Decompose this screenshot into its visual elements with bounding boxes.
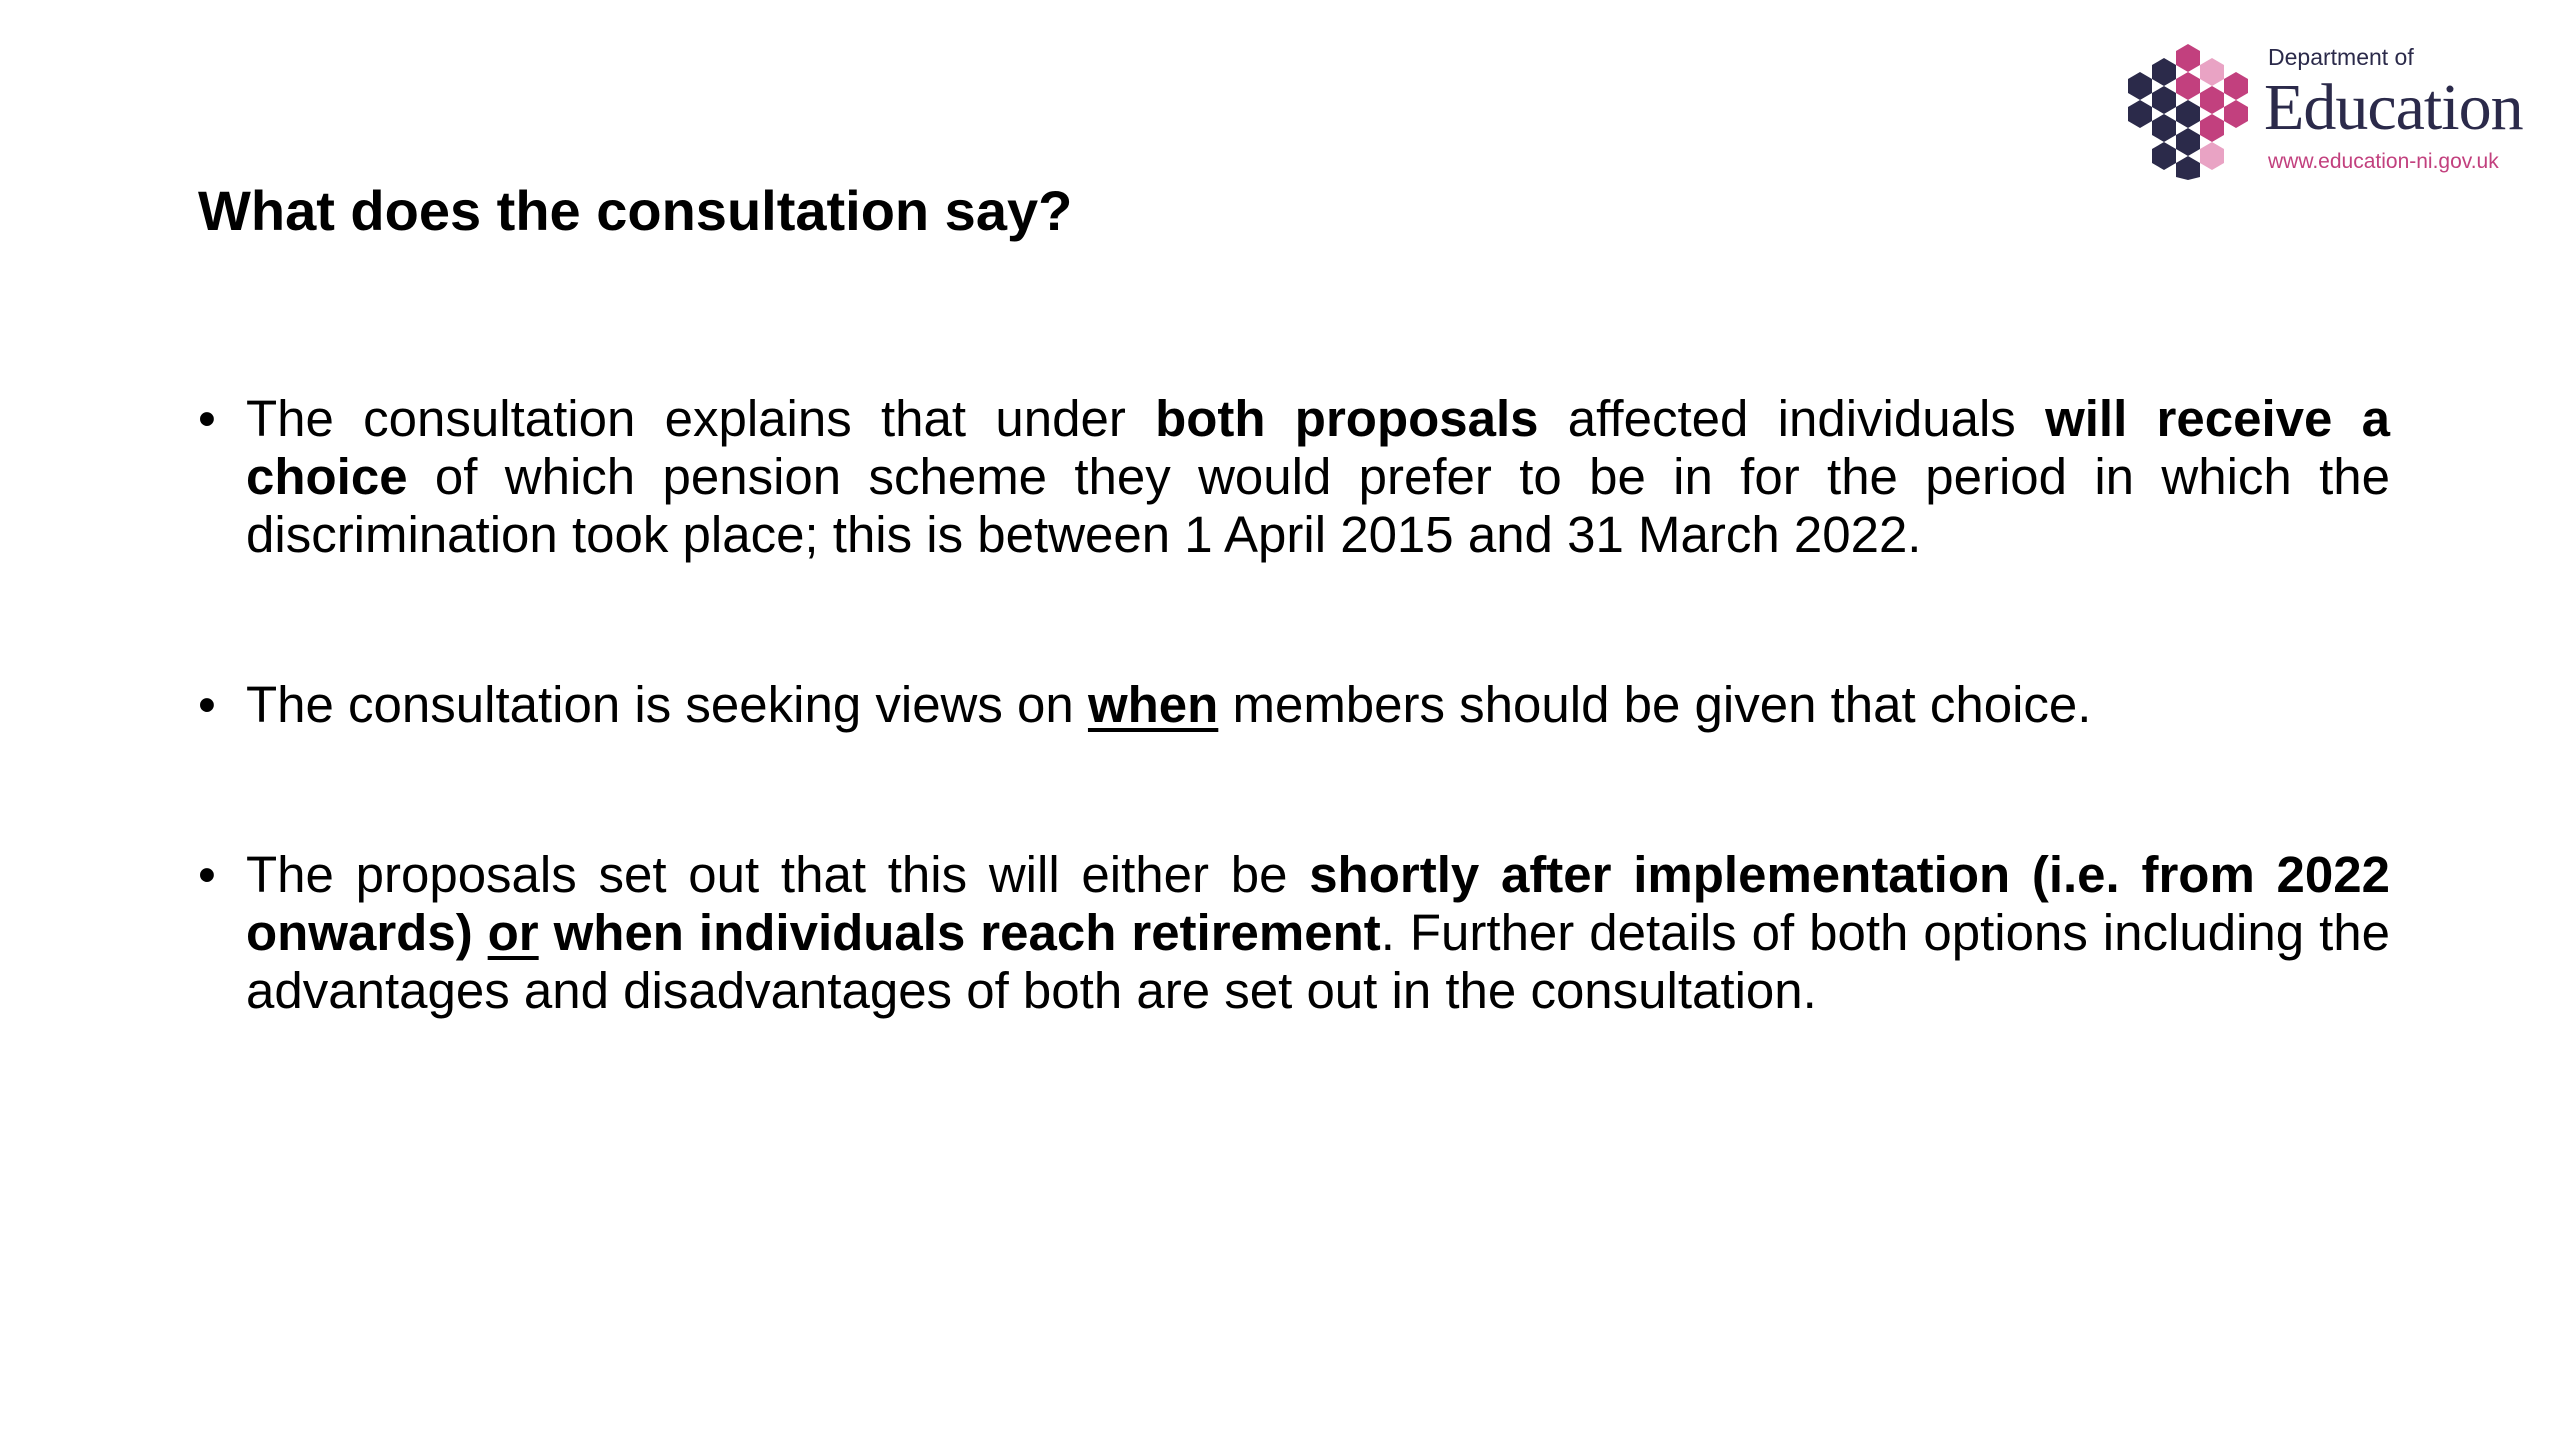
bold-text: when individuals reach retirement [538,904,1381,961]
logo-department-of-text: Department of [2268,44,2414,70]
logo-url-text: www.education-ni.gov.uk [2268,150,2499,173]
bold-text: shortly after implementation (i.e. from 2022 onwards) [246,846,2390,961]
bold-text: both proposals [1155,390,1539,447]
bullet-list [190,390,2390,1020]
bullet-text: members should be given that choice. [1218,676,2092,733]
bullet-marker: • [198,390,216,447]
bold-text: will receive a choice [246,390,2390,505]
bullet-marker: • [198,676,216,733]
bullet-text: The proposals set out that this will either be [246,846,1310,903]
hexagon-cluster-icon [2128,40,2248,180]
bullet-text: . Further details of both options including the advantages and disadvantages of both are set out in the consultation. [246,904,2390,1019]
bold-underlined-text: when [1087,676,1219,733]
bold-underlined-text: or [487,904,539,961]
logo-education-text: Education [2264,71,2523,144]
bullet-marker: • [198,846,216,903]
bullet-item [190,846,2390,1020]
slide-title: What does the consultation say? [198,179,1073,242]
bullet-text: of which pension scheme they would prefer to be in for the period in which the discrimination took place; this is between 1 April 2015 and 31 March 2022. [246,448,2390,563]
bullet-text: The consultation is seeking views on [246,676,1088,733]
bullet-text: The consultation explains that under [246,390,1156,447]
department-of-education-logo [2128,40,2528,180]
bullet-item [190,390,2390,564]
bullet-text: affected individuals [1538,390,2046,447]
bullet-item [190,676,2390,734]
